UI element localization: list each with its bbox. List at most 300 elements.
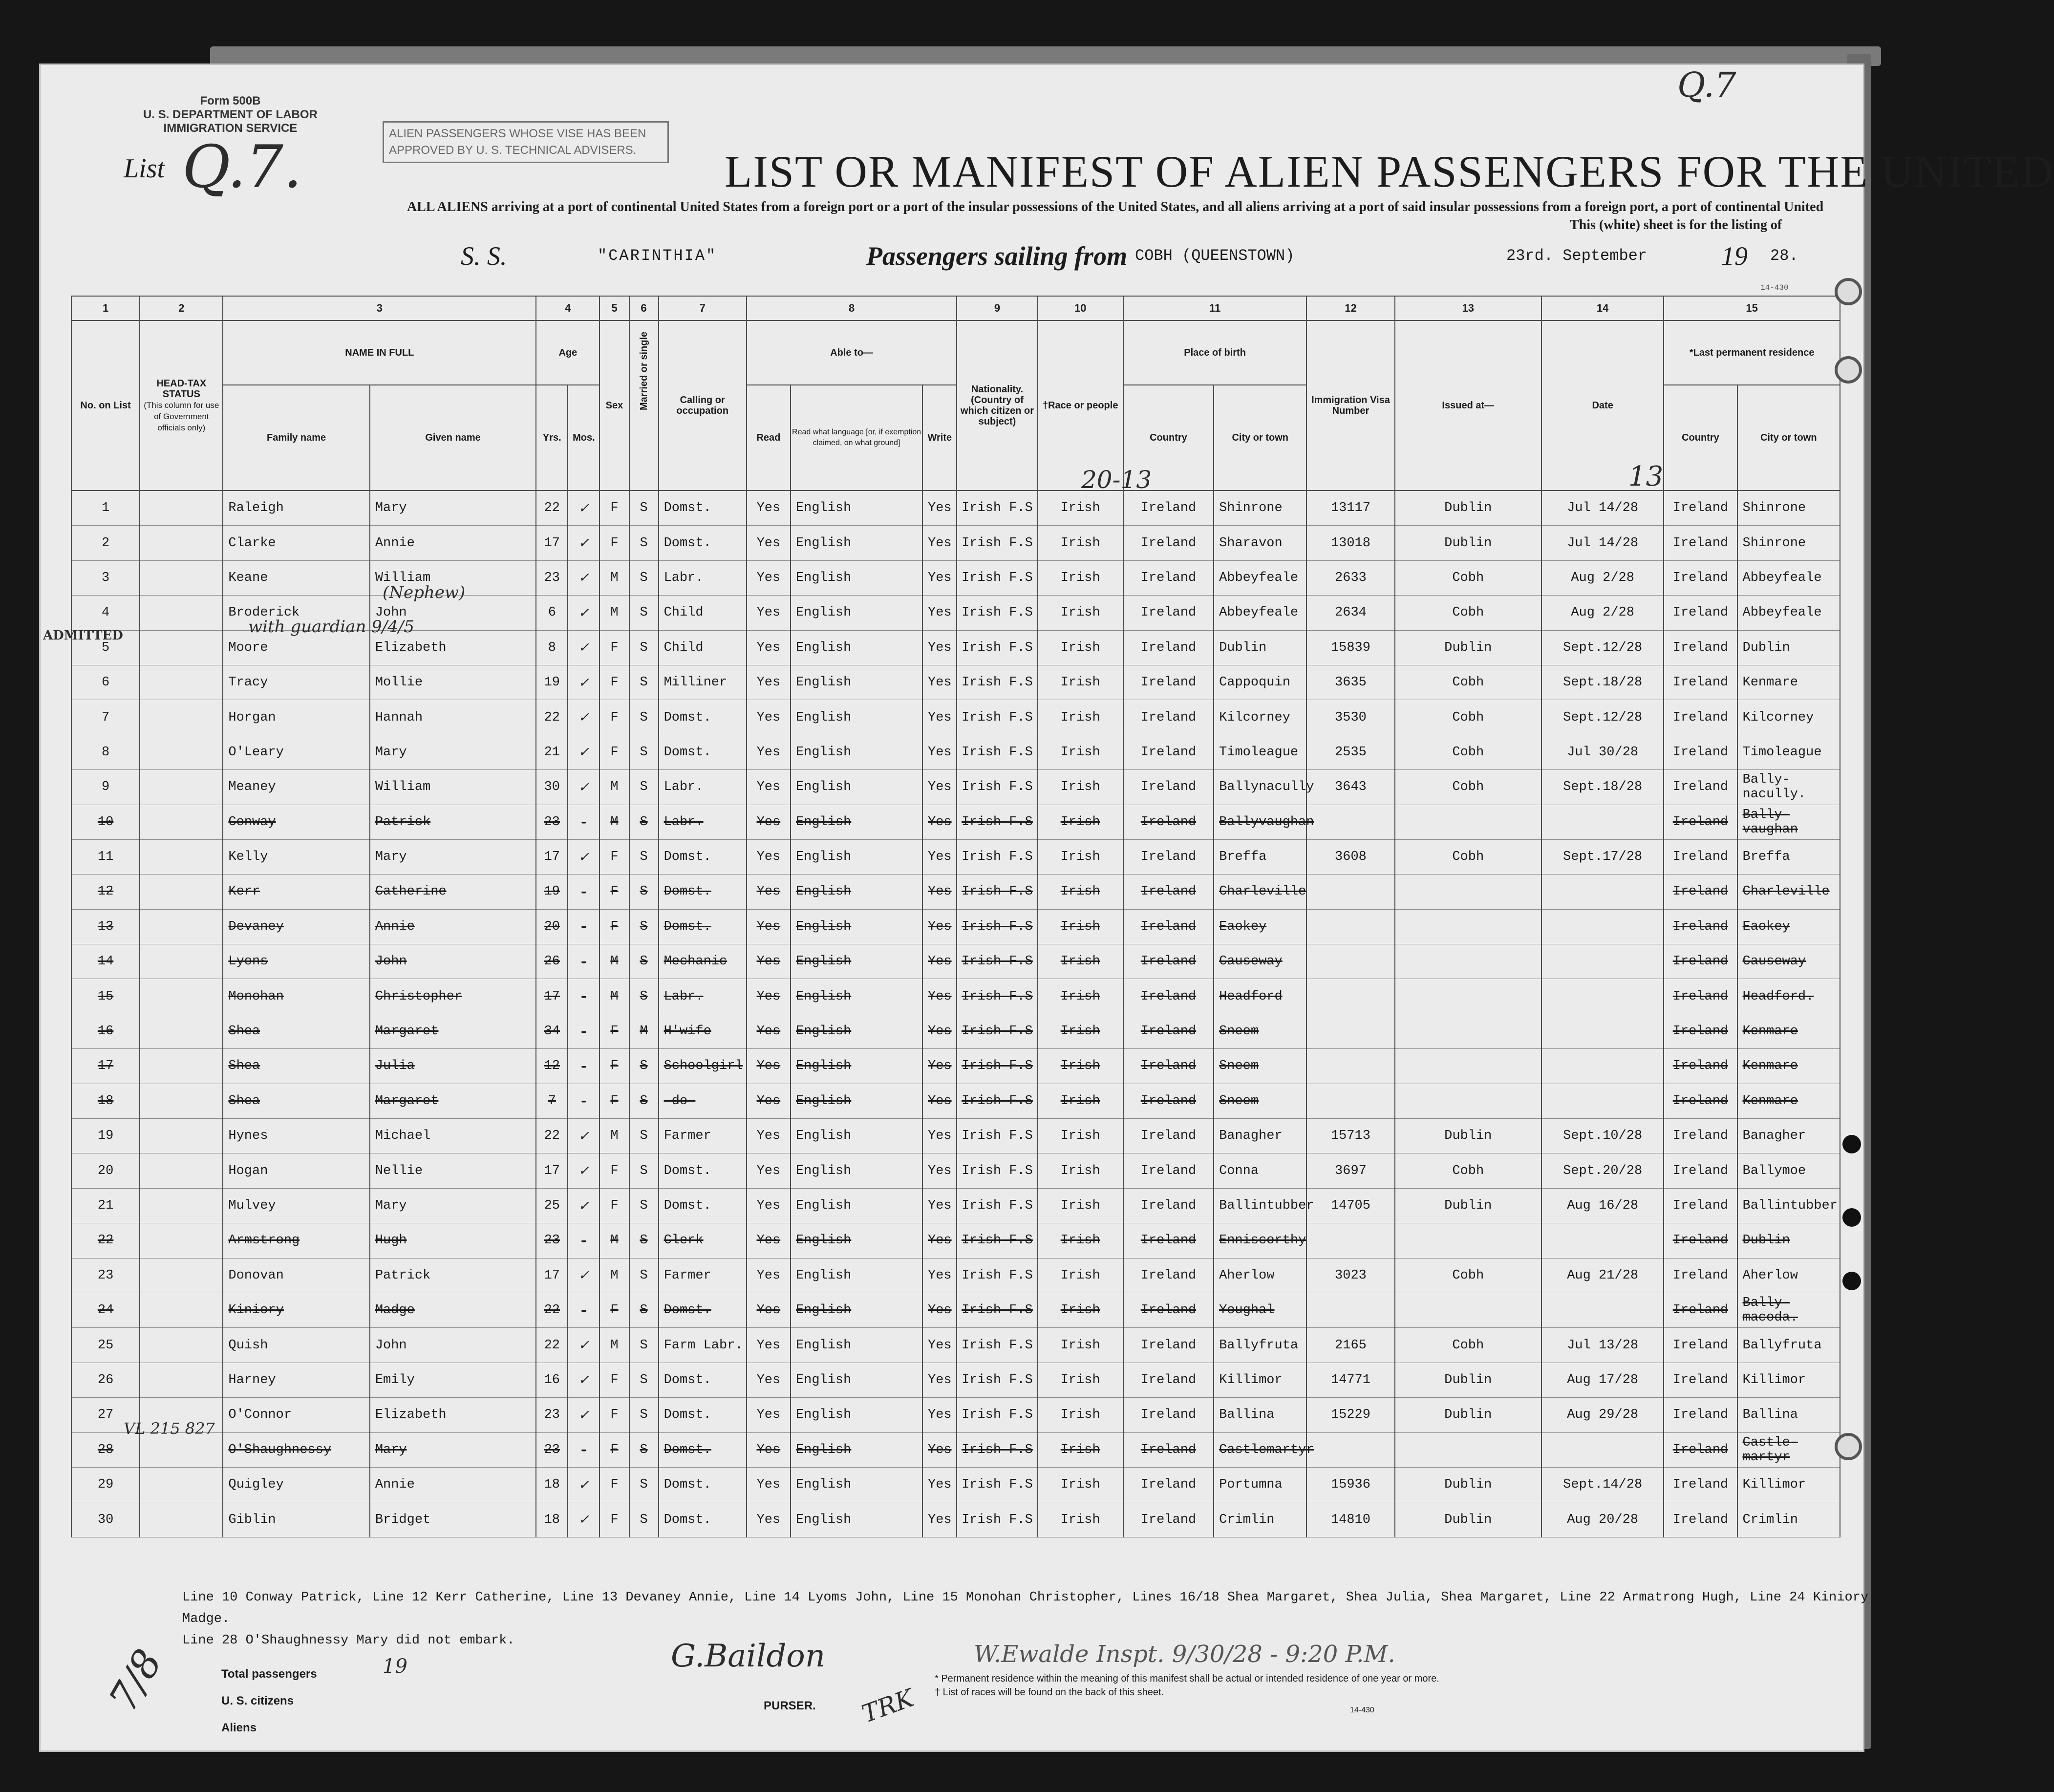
marital-status: S xyxy=(629,596,659,630)
residence-city: Bally-macoda. xyxy=(1737,1293,1840,1327)
residence-country: Ireland xyxy=(1664,944,1737,979)
occupation: Labr. xyxy=(659,560,747,595)
visa-number: 3635 xyxy=(1306,665,1394,700)
read-cell: Yes xyxy=(747,630,791,665)
marital-status: S xyxy=(629,979,659,1014)
write-cell: Yes xyxy=(922,909,957,944)
nationality: Irish F.S xyxy=(957,909,1037,944)
nationality: Irish F.S xyxy=(957,1119,1037,1153)
occupation: H'wife xyxy=(659,1014,747,1048)
passenger-number: 10 xyxy=(71,805,140,839)
age-months: ✓ xyxy=(568,1119,599,1153)
family-name: Devaney xyxy=(223,909,369,944)
given-name: Margaret xyxy=(370,1084,536,1118)
birth-city: Breffa xyxy=(1214,839,1306,874)
col-num: 5 xyxy=(599,296,629,320)
read-language: English xyxy=(791,491,922,526)
visa-date: Sept.17/28 xyxy=(1541,839,1664,874)
read-language: English xyxy=(791,630,922,665)
occupation: Farmer xyxy=(659,1258,747,1293)
birth-country: Ireland xyxy=(1123,805,1214,839)
birth-city: Portumna xyxy=(1214,1467,1306,1502)
read-language: English xyxy=(791,1293,922,1327)
occupation: Domst. xyxy=(659,491,747,526)
visa-date xyxy=(1541,875,1664,909)
visa-date: Aug 16/28 xyxy=(1541,1188,1664,1223)
sex-cell: F xyxy=(599,1363,629,1397)
head-tax-cell xyxy=(140,944,223,979)
read-cell: Yes xyxy=(747,770,791,805)
race-cell: Irish xyxy=(1038,1153,1123,1188)
birth-country: Ireland xyxy=(1123,944,1214,979)
age-years: 19 xyxy=(536,875,568,909)
age-years: 23 xyxy=(536,805,568,839)
race-cell: Irish xyxy=(1038,909,1123,944)
read-language: English xyxy=(791,665,922,700)
head-tax-cell xyxy=(140,560,223,595)
marital-status: S xyxy=(629,630,659,665)
col-num: 14 xyxy=(1541,296,1664,320)
passenger-rows xyxy=(71,491,1840,1537)
table-row xyxy=(71,1084,1840,1118)
age-years: 25 xyxy=(536,1188,568,1223)
occupation: Domst. xyxy=(659,1153,747,1188)
col-num: 13 xyxy=(1395,296,1541,320)
given-name: Patrick xyxy=(370,1258,536,1293)
form-number: 14-430 xyxy=(1760,283,1789,292)
residence-city: Shinrone xyxy=(1737,491,1840,526)
family-name: Shea xyxy=(223,1014,369,1048)
age-months: ✓ xyxy=(568,665,599,700)
visa-number: 13117 xyxy=(1306,491,1394,526)
header-no-on-list: No. on List xyxy=(71,320,140,491)
residence-city: Killimor xyxy=(1737,1363,1840,1397)
nationality: Irish F.S xyxy=(957,979,1037,1014)
birth-country: Ireland xyxy=(1123,1049,1214,1084)
read-cell: Yes xyxy=(747,1084,791,1118)
race-cell: Irish xyxy=(1038,839,1123,874)
age-years: 22 xyxy=(536,1119,568,1153)
birth-country: Ireland xyxy=(1123,1258,1214,1293)
sex-cell: F xyxy=(599,735,629,769)
age-years: 17 xyxy=(536,979,568,1014)
occupation: Domst. xyxy=(659,875,747,909)
birth-country: Ireland xyxy=(1123,596,1214,630)
occupation: Domst. xyxy=(659,735,747,769)
write-cell: Yes xyxy=(922,1467,957,1502)
year-prefix: 19 xyxy=(1721,241,1748,271)
given-name: Annie xyxy=(370,1467,536,1502)
issued-at: Dublin xyxy=(1395,491,1541,526)
passenger-number: 18 xyxy=(71,1084,140,1118)
residence-city: Abbeyfeale xyxy=(1737,560,1840,595)
marital-status: S xyxy=(629,1328,659,1363)
sex-cell: F xyxy=(599,875,629,909)
header-place-of-birth: Place of birth xyxy=(1123,320,1307,385)
passenger-number: 22 xyxy=(71,1223,140,1258)
given-name: John xyxy=(370,944,536,979)
marital-status: S xyxy=(629,1084,659,1118)
residence-city: Shinrone xyxy=(1737,526,1840,560)
head-tax-cell xyxy=(140,1223,223,1258)
family-name: Quigley xyxy=(223,1467,369,1502)
sex-cell: F xyxy=(599,630,629,665)
race-cell: Irish xyxy=(1038,944,1123,979)
visa-date xyxy=(1541,909,1664,944)
head-tax-cell xyxy=(140,1293,223,1327)
issued-at: Dublin xyxy=(1395,630,1541,665)
given-name: Annie xyxy=(370,526,536,560)
birth-country: Ireland xyxy=(1123,1014,1214,1048)
age-months: ✓ xyxy=(568,630,599,665)
birth-city: Charleville xyxy=(1214,875,1306,909)
residence-country: Ireland xyxy=(1664,1328,1737,1363)
age-months: ✓ xyxy=(568,770,599,805)
birth-city: Abbeyfeale xyxy=(1214,560,1306,595)
issued-at: Cobh xyxy=(1395,1258,1541,1293)
visa-date: Sept.14/28 xyxy=(1541,1467,1664,1502)
write-cell: Yes xyxy=(922,735,957,769)
head-tax-cell xyxy=(140,665,223,700)
head-tax-cell xyxy=(140,1153,223,1188)
residence-country: Ireland xyxy=(1664,1119,1737,1153)
header-name-in-full: NAME IN FULL xyxy=(223,320,536,385)
birth-city: Causeway xyxy=(1214,944,1306,979)
residence-city: Eaokey xyxy=(1737,909,1840,944)
birth-country: Ireland xyxy=(1123,735,1214,769)
form-code: 14-430 xyxy=(1350,1706,1374,1714)
read-cell: Yes xyxy=(747,1049,791,1084)
family-name: Moore xyxy=(223,630,369,665)
total-passengers-label: Total passengers xyxy=(221,1667,317,1681)
table-row xyxy=(71,560,1840,595)
read-language: English xyxy=(791,1398,922,1432)
occupation: Domst. xyxy=(659,1432,747,1467)
age-months: ✓ xyxy=(568,839,599,874)
visa-number: 14705 xyxy=(1306,1188,1394,1223)
birth-city: Headford xyxy=(1214,979,1306,1014)
residence-country: Ireland xyxy=(1664,491,1737,526)
age-years: 22 xyxy=(536,1293,568,1327)
issued-at: Cobh xyxy=(1395,665,1541,700)
read-cell: Yes xyxy=(747,1502,791,1537)
head-tax-cell xyxy=(140,1049,223,1084)
head-tax-cell xyxy=(140,875,223,909)
occupation: Child xyxy=(659,596,747,630)
passenger-number: 21 xyxy=(71,1188,140,1223)
given-name: William xyxy=(370,770,536,805)
birth-country: Ireland xyxy=(1123,770,1214,805)
passenger-number: 13 xyxy=(71,909,140,944)
age-years: 23 xyxy=(536,1432,568,1467)
sex-cell: M xyxy=(599,560,629,595)
residence-city: Charleville xyxy=(1737,875,1840,909)
family-name: O'Connor xyxy=(223,1398,369,1432)
birth-city: Eaokey xyxy=(1214,909,1306,944)
occupation: Mechanic xyxy=(659,944,747,979)
visa-number xyxy=(1306,875,1394,909)
sex-cell: F xyxy=(599,839,629,874)
visa-date xyxy=(1541,1049,1664,1084)
family-name: Clarke xyxy=(223,526,369,560)
header-last-residence: *Last permanent residence xyxy=(1664,320,1840,385)
table-row xyxy=(71,1293,1840,1327)
list-label: List xyxy=(124,153,165,184)
residence-country: Ireland xyxy=(1664,1293,1737,1327)
family-name: Broderick xyxy=(223,596,369,630)
birth-country: Ireland xyxy=(1123,526,1214,560)
occupation: Domst. xyxy=(659,1188,747,1223)
residence-country: Ireland xyxy=(1664,735,1737,769)
footer-note-line-1: Line 10 Conway Patrick, Line 12 Kerr Catherine, Line 13 Devaney Annie, Line 14 Lyoms John, Line 15 Monohan Christopher, Lines 16/18 Shea Margaret, Shea Julia, Shea Margaret, Line 22 Armatrong Hugh, Line 24 Kiniory Madge. xyxy=(182,1590,1869,1626)
table-row xyxy=(71,1119,1840,1153)
family-name: Shea xyxy=(223,1049,369,1084)
race-cell: Irish xyxy=(1038,560,1123,595)
passenger-number: 19 xyxy=(71,1119,140,1153)
race-cell: Irish xyxy=(1038,1223,1123,1258)
visa-date xyxy=(1541,944,1664,979)
passenger-number: 27 xyxy=(71,1398,140,1432)
age-months: - xyxy=(568,979,599,1014)
family-name: Quish xyxy=(223,1328,369,1363)
marital-status: S xyxy=(629,700,659,735)
list-number: Q.7. xyxy=(182,133,302,201)
residence-country: Ireland xyxy=(1664,875,1737,909)
birth-city: Sneem xyxy=(1214,1084,1306,1118)
header-age: Age xyxy=(536,320,599,385)
marital-status: S xyxy=(629,1188,659,1223)
marital-status: S xyxy=(629,909,659,944)
age-months: ✓ xyxy=(568,596,599,630)
passenger-number: 11 xyxy=(71,839,140,874)
age-months: ✓ xyxy=(568,491,599,526)
passenger-number: 24 xyxy=(71,1293,140,1327)
read-language: English xyxy=(791,735,922,769)
nationality: Irish F.S xyxy=(957,1188,1037,1223)
sex-cell: M xyxy=(599,805,629,839)
residence-country: Ireland xyxy=(1664,1223,1737,1258)
residence-country: Ireland xyxy=(1664,1084,1737,1118)
col-num: 7 xyxy=(659,296,747,320)
age-months: ✓ xyxy=(568,1328,599,1363)
birth-city: Shinrone xyxy=(1214,491,1306,526)
residence-city: Bally-vaughan xyxy=(1737,805,1840,839)
family-name: Lyons xyxy=(223,944,369,979)
header-mos: Mos. xyxy=(568,385,599,491)
read-cell: Yes xyxy=(747,979,791,1014)
head-tax-cell xyxy=(140,805,223,839)
passenger-number: 30 xyxy=(71,1502,140,1537)
marital-status: S xyxy=(629,526,659,560)
family-name: Armstrong xyxy=(223,1223,369,1258)
race-cell: Irish xyxy=(1038,979,1123,1014)
birth-country: Ireland xyxy=(1123,1328,1214,1363)
birth-country: Ireland xyxy=(1123,1363,1214,1397)
residence-country: Ireland xyxy=(1664,805,1737,839)
passenger-number: 16 xyxy=(71,1014,140,1048)
header-visa-date: Date xyxy=(1541,320,1664,491)
table-row xyxy=(71,805,1840,839)
page-number-note: 20-13 xyxy=(1081,466,1152,494)
binder-ring xyxy=(1835,1433,1862,1460)
sex-cell: F xyxy=(599,491,629,526)
age-months: ✓ xyxy=(568,700,599,735)
issued-at: Dublin xyxy=(1395,1398,1541,1432)
visa-date xyxy=(1541,979,1664,1014)
residence-count-note: 13 xyxy=(1628,461,1664,492)
issued-at: Cobh xyxy=(1395,700,1541,735)
residence-city: Kenmare xyxy=(1737,1049,1840,1084)
residence-country: Ireland xyxy=(1664,700,1737,735)
issued-at: Cobh xyxy=(1395,596,1541,630)
occupation: Domst. xyxy=(659,1502,747,1537)
table-row xyxy=(71,1188,1840,1223)
visa-number: 13018 xyxy=(1306,526,1394,560)
nationality: Irish F.S xyxy=(957,770,1037,805)
top-right-mark: Q.7 xyxy=(1677,65,1736,105)
visa-number xyxy=(1306,1084,1394,1118)
sex-cell: F xyxy=(599,1467,629,1502)
birth-city: Banagher xyxy=(1214,1119,1306,1153)
issued-at xyxy=(1395,875,1541,909)
read-language: English xyxy=(791,1328,922,1363)
birth-city: Crimlin xyxy=(1214,1502,1306,1537)
read-language: English xyxy=(791,805,922,839)
footer-note-line-2: Line 28 O'Shaughnessy Mary did not embark. xyxy=(182,1633,515,1648)
write-cell: Yes xyxy=(922,1258,957,1293)
manifest-sheet xyxy=(39,64,2054,1752)
header-visa-number: Immigration Visa Number xyxy=(1306,320,1394,491)
table-row xyxy=(71,944,1840,979)
corner-mark: 7/8 xyxy=(100,1642,171,1719)
visa-number: 3697 xyxy=(1306,1153,1394,1188)
residence-city: Causeway xyxy=(1737,944,1840,979)
age-years: 16 xyxy=(536,1363,568,1397)
passenger-number: 5 xyxy=(71,630,140,665)
head-tax-cell xyxy=(140,596,223,630)
sex-cell: F xyxy=(599,1432,629,1467)
marital-status: S xyxy=(629,1502,659,1537)
occupation: Farm Labr. xyxy=(659,1328,747,1363)
age-years: 23 xyxy=(536,560,568,595)
head-tax-cell xyxy=(140,1467,223,1502)
read-cell: Yes xyxy=(747,665,791,700)
family-name: Horgan xyxy=(223,700,369,735)
binder-hole xyxy=(1842,1135,1861,1153)
passenger-number: 14 xyxy=(71,944,140,979)
family-name: Donovan xyxy=(223,1258,369,1293)
head-tax-cell xyxy=(140,1363,223,1397)
table-row xyxy=(71,700,1840,735)
issued-at: Dublin xyxy=(1395,1502,1541,1537)
residence-city: Headford. xyxy=(1737,979,1840,1014)
head-tax-cell xyxy=(140,909,223,944)
read-language: English xyxy=(791,1084,922,1118)
given-name: Mary xyxy=(370,839,536,874)
visa-number: 14810 xyxy=(1306,1502,1394,1537)
visa-date xyxy=(1541,1014,1664,1048)
write-cell: Yes xyxy=(922,1432,957,1467)
write-cell: Yes xyxy=(922,526,957,560)
write-cell: Yes xyxy=(922,1119,957,1153)
race-cell: Irish xyxy=(1038,630,1123,665)
nationality: Irish F.S xyxy=(957,1502,1037,1537)
residence-city: Ballina xyxy=(1737,1398,1840,1432)
read-language: English xyxy=(791,1502,922,1537)
given-name: Elizabeth xyxy=(370,630,536,665)
page-edge xyxy=(210,46,1881,66)
table-row xyxy=(71,1049,1840,1084)
sex-cell: M xyxy=(599,596,629,630)
age-months: - xyxy=(568,1293,599,1327)
write-cell: Yes xyxy=(922,700,957,735)
birth-country: Ireland xyxy=(1123,839,1214,874)
read-cell: Yes xyxy=(747,1432,791,1467)
nationality: Irish F.S xyxy=(957,665,1037,700)
purser-signature: G.Baildon xyxy=(671,1638,826,1674)
age-months: ✓ xyxy=(568,526,599,560)
sex-cell: M xyxy=(599,770,629,805)
marital-status: S xyxy=(629,1467,659,1502)
birth-country: Ireland xyxy=(1123,1084,1214,1118)
birth-city: Timoleague xyxy=(1214,735,1306,769)
residence-country: Ireland xyxy=(1664,526,1737,560)
head-tax-cell xyxy=(140,491,223,526)
given-name: Hannah xyxy=(370,700,536,735)
read-language: English xyxy=(791,1258,922,1293)
table-row xyxy=(71,1502,1840,1537)
race-cell: Irish xyxy=(1038,526,1123,560)
read-language: English xyxy=(791,1153,922,1188)
marital-status: S xyxy=(629,944,659,979)
visa-number xyxy=(1306,1049,1394,1084)
occupation: Child xyxy=(659,630,747,665)
passenger-number: 29 xyxy=(71,1467,140,1502)
read-language: English xyxy=(791,1049,922,1084)
age-years: 23 xyxy=(536,1398,568,1432)
family-name: Hynes xyxy=(223,1119,369,1153)
age-months: ✓ xyxy=(568,1188,599,1223)
issued-at: Cobh xyxy=(1395,1153,1541,1188)
nationality: Irish F.S xyxy=(957,1293,1037,1327)
read-cell: Yes xyxy=(747,909,791,944)
head-tax-cell xyxy=(140,1328,223,1363)
read-language: English xyxy=(791,596,922,630)
age-months: - xyxy=(568,1084,599,1118)
family-name: O'Leary xyxy=(223,735,369,769)
ss-label: S. S. xyxy=(461,241,507,271)
read-cell: Yes xyxy=(747,839,791,874)
residence-country: Ireland xyxy=(1664,909,1737,944)
marital-status: S xyxy=(629,1153,659,1188)
read-cell: Yes xyxy=(747,1119,791,1153)
visa-date: Sept.18/28 xyxy=(1541,770,1664,805)
age-years: 22 xyxy=(536,1328,568,1363)
occupation: Labr. xyxy=(659,979,747,1014)
race-cell: Irish xyxy=(1038,1502,1123,1537)
residence-country: Ireland xyxy=(1664,596,1737,630)
nationality: Irish F.S xyxy=(957,560,1037,595)
issued-at xyxy=(1395,944,1541,979)
sex-cell: F xyxy=(599,1293,629,1327)
age-months: - xyxy=(568,944,599,979)
issued-at: Cobh xyxy=(1395,560,1541,595)
residence-country: Ireland xyxy=(1664,1398,1737,1432)
read-cell: Yes xyxy=(747,1467,791,1502)
visa-number: 2535 xyxy=(1306,735,1394,769)
passenger-number: 28 xyxy=(71,1432,140,1467)
table-row xyxy=(71,770,1840,805)
